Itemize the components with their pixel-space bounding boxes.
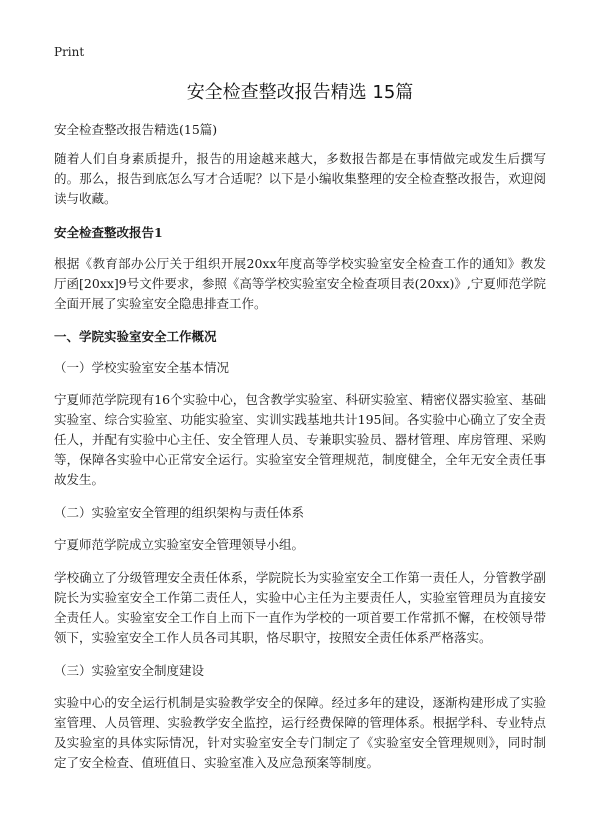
print-link[interactable]: Print bbox=[54, 45, 85, 59]
sub2-paragraph2: 学校确立了分级管理安全责任体系，学院院长为实验室安全工作第一责任人，分管教学副院长为实验室安全工作第二责任人，实验中心主任为主要责任人，实验室管理员为直接安全责任人。实验室安全工作自上而下一直作为学校的一项首要工作常抓不懈，在校领导带领下，实验室安全工作人员各司其职，恪尽职守，按照安全责任体系严格落实。 bbox=[54, 570, 546, 645]
basis-paragraph: 根据《教育部办公厅关于组织开展20xx年度高等学校实验室安全检查工作的通知》教发厅函[20xx]9号文件要求，参照《高等学校实验室安全检查项目表(20xx)》,宁夏师范学院全面开展了实验室安全隐患排查工作。 bbox=[54, 256, 546, 311]
section1-heading: 一、学院实验室安全工作概况 bbox=[54, 329, 217, 344]
document-title: 安全检查整改报告精选 15篇 bbox=[186, 82, 414, 103]
intro-paragraph: 随着人们自身素质提升，报告的用途越来越大，多数报告都是在事情做完或发生后撰写的。那么，报告到底怎么写才合适呢？以下是小编收集整理的安全检查整改报告，欢迎阅读与收藏。 bbox=[54, 151, 546, 206]
report-heading: 安全检查整改报告1 bbox=[54, 225, 163, 240]
sub1-heading: （一）学校实验室安全基本情况 bbox=[54, 360, 230, 375]
document-body bbox=[54, 120, 546, 786]
sub3-heading: （三）实验室安全制度建设 bbox=[54, 663, 205, 678]
document-subtitle: 安全检查整改报告精选(15篇) bbox=[54, 122, 218, 137]
sub1-paragraph: 宁夏师范学院现有16个实验中心，包含教学实验室、科研实验室、精密仪器实验室、基础实验室、综合实验室、功能实验室、实训实践基地共计195间。各实验中心确立了安全责任人，并配有实验中心主任、安全管理人员、专兼职实验员、器材管理、库房管理、采购等，保障各实验中心正常安全运行。实验室安全管理规范，制度健全，全年无安全责任事故发生。 bbox=[54, 392, 546, 487]
sub3-paragraph: 实验中心的安全运行机制是实验教学安全的保障。经过多年的建设，逐渐构建形成了实验室管理、人员管理、实验教学安全监控，运行经费保障的管理体系。根据学科、专业特点及实验室的具体实际情况，针对实验室安全专门制定了《实验室安全管理规则》，同时制定了安全检查、值班值日、实验室准入及应急预案等制度。 bbox=[54, 695, 546, 770]
sub2-heading: （二）实验室安全管理的组织架构与责任体系 bbox=[54, 505, 305, 520]
sub2-paragraph1: 宁夏师范学院成立实验室安全管理领导小组。 bbox=[54, 537, 305, 552]
